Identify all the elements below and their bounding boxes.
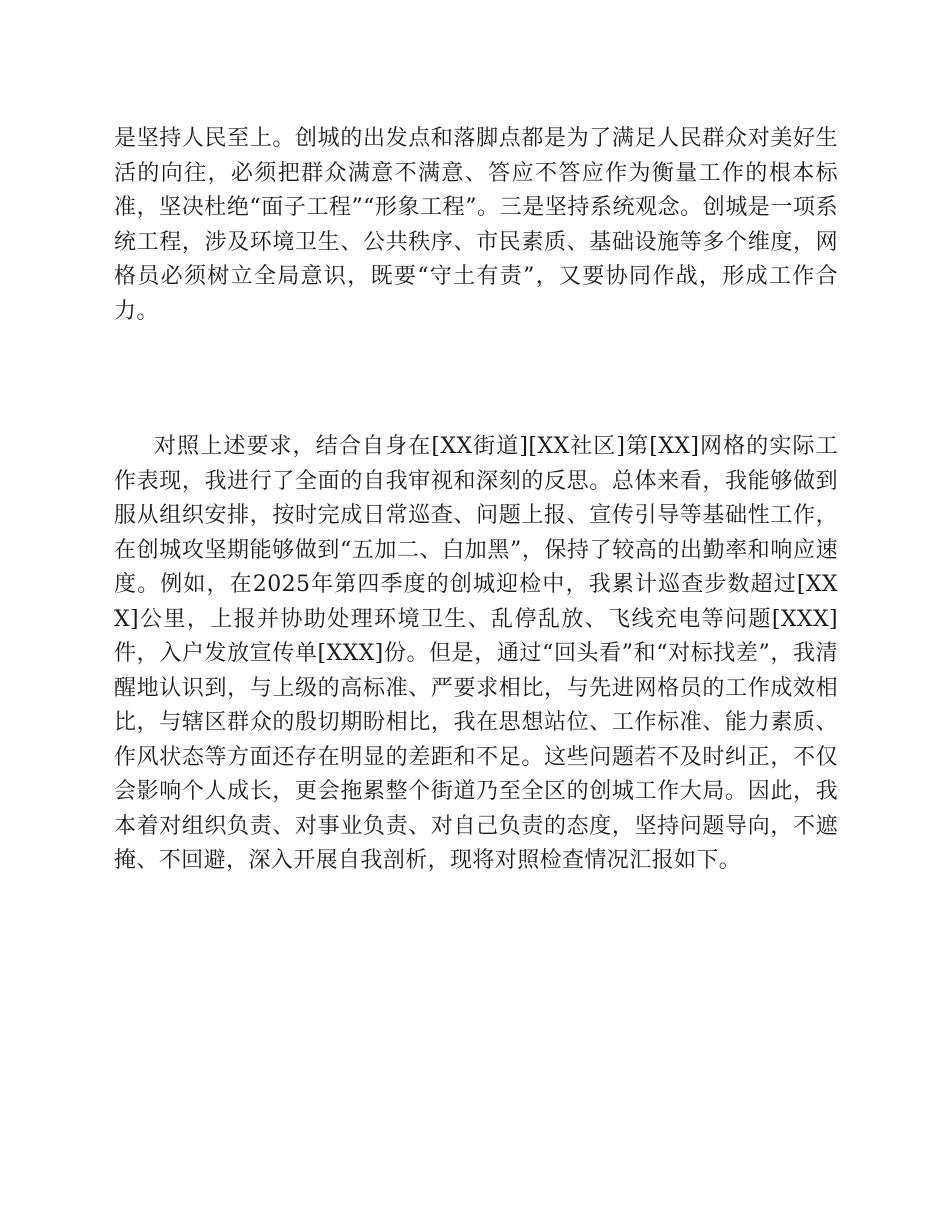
body-paragraph-2: 对照上述要求，结合自身在[XX街道][XX社区]第[XX]网格的实际工作表现，我进行了全面的自我审视和深刻的反思。总体来看，我能够做到服从组织安排，按时完成日常巡查、问题上报、宣传引导等基础性工作，在创城攻坚期能够做到“五加二、白加黑”，保持了较高的出勤率和响应速度。例如，在2025年第四季度的创城迎检中，我累计巡查步数超过[XXX]公里，上报并协助处理环境卫生、乱停乱放、飞线充电等问题[XXX]件，入户发放宣传单[XXX]份。但是，通过“回头看”和“对标找差”，我清醒地认识到，与上级的高标准、严要求相比，与先进网格员的工作成效相比，与辖区群众的殷切期盼相比，我在思想站位、工作标准、能力素质、作风状态等方面还存在明显的差距和不足。这些问题若不及时纠正，不仅会影响个人成长，更会拖累整个街道乃至全区的创城工作大局。因此，我本着对组织负责、对事业负责、对自己负责的态度，坚持问题导向，不遮掩、不回避，深入开展自我剖析，现将对照检查情况汇报如下。	[114, 434, 838, 873]
body-paragraph-1: 是坚持人民至上。创城的出发点和落脚点都是为了满足人民群众对美好生活的向往，必须把群众满意不满意、答应不答应作为衡量工作的根本标准，坚决杜绝“面子工程”“形象工程”。三是坚持系统观念。创城是一项系统工程，涉及环境卫生、公共秩序、市民素质、基础设施等多个维度，网格员必须树立全局意识，既要“守土有责”，又要协同作战，形成工作合力。	[114, 126, 838, 324]
